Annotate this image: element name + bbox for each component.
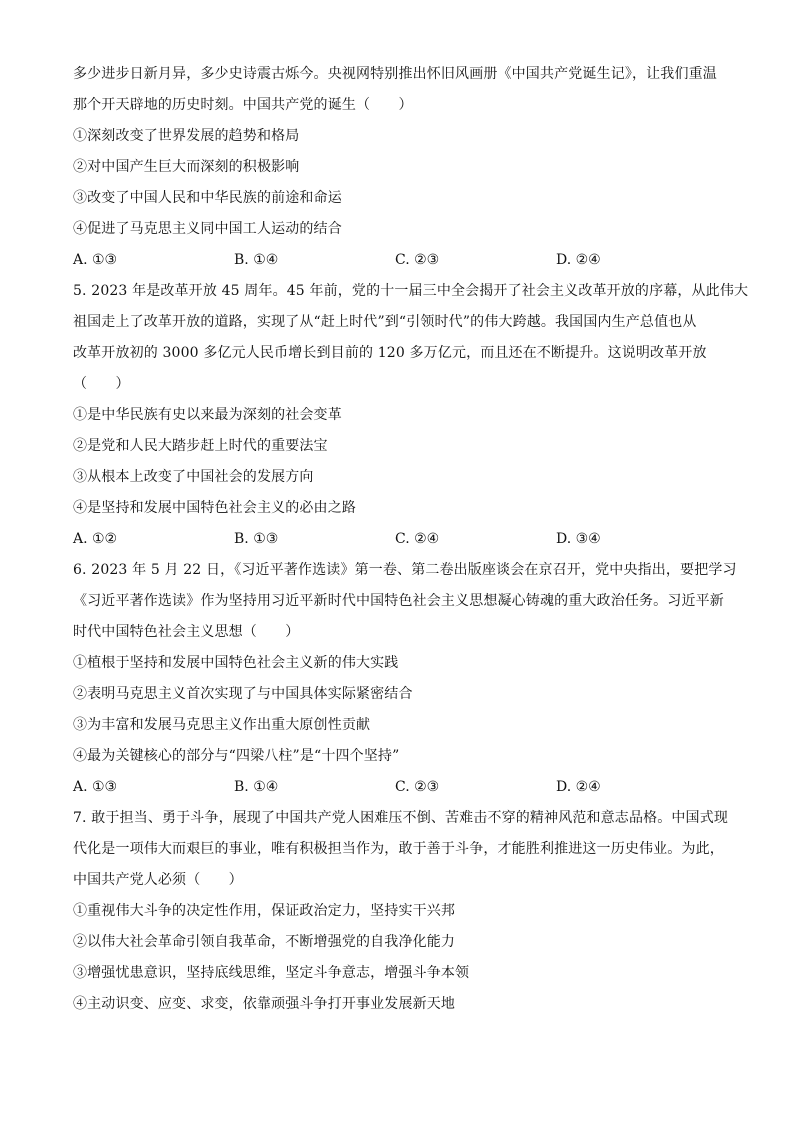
choice-c[interactable]: C. ②④ bbox=[395, 531, 440, 547]
choice-c[interactable]: C. ②③ bbox=[395, 779, 440, 795]
question-text-line: 改革开放初的 3000 多亿元人民币增长到目前的 120 多万亿元，而且还在不断提升。这说明改革开放 bbox=[73, 345, 707, 361]
question-text-line: 代化是一项伟大而艰巨的事业，唯有积极担当作为，敢于善于斗争，才能胜利推进这一历史伟业。为此， bbox=[73, 841, 724, 857]
question-text-line: 那个开天辟地的历史时刻。中国共产党的诞生（ ） bbox=[73, 97, 413, 113]
choice-d[interactable]: D. ③④ bbox=[556, 531, 601, 547]
option-statement: ②以伟大社会革命引领自我革命，不断增强党的自我净化能力 bbox=[73, 934, 456, 950]
option-statement: ③为丰富和发展马克思主义作出重大原创性贡献 bbox=[73, 717, 371, 733]
option-statement: ④主动识变、应变、求变，依靠顽强斗争打开事业发展新天地 bbox=[73, 996, 456, 1012]
option-statement: ①植根于坚持和发展中国特色社会主义新的伟大实践 bbox=[73, 655, 399, 671]
option-statement: ③增强忧患意识，坚持底线思维，坚定斗争意志，增强斗争本领 bbox=[73, 965, 470, 981]
question-text-line: 7. 敢于担当、勇于斗争，展现了中国共产党人困难压不倒、苦难击不穿的精神风范和意志品格。中国式现 bbox=[73, 810, 729, 826]
question-text-line: 5. 2023 年是改革开放 45 周年。45 年前，党的十一届三中全会揭开了社会主义改革开放的序幕，从此伟大 bbox=[73, 283, 749, 299]
question-text-line: （ ） bbox=[73, 376, 130, 392]
question-text-line: 多少进步日新月异，多少史诗震古烁今。央视网特别推出怀旧风画册《中国共产党诞生记》，让我们重温 bbox=[73, 66, 717, 82]
answer-choices bbox=[73, 777, 723, 797]
option-statement: ①深刻改变了世界发展的趋势和格局 bbox=[73, 128, 300, 144]
choice-b[interactable]: B. ①④ bbox=[234, 252, 279, 268]
option-statement: ④促进了马克思主义同中国工人运动的结合 bbox=[73, 221, 342, 237]
question-text-line: 6. 2023 年 5 月 22 日，《习近平著作选读》第一卷、第二卷出版座谈会在京召开，党中央指出，要把学习 bbox=[73, 562, 737, 578]
choice-d[interactable]: D. ②④ bbox=[556, 252, 601, 268]
option-statement: ①重视伟大斗争的决定性作用，保证政治定力，坚持实干兴邦 bbox=[73, 903, 456, 919]
answer-choices bbox=[73, 250, 723, 270]
option-statement: ②表明马克思主义首次实现了与中国具体实际紧密结合 bbox=[73, 686, 413, 702]
choice-d[interactable]: D. ②④ bbox=[556, 779, 601, 795]
choice-b[interactable]: B. ①④ bbox=[234, 779, 279, 795]
question-text-line: 祖国走上了改革开放的道路，实现了从“赶上时代”到“引领时代”的伟大跨越。我国国内生产总值也从 bbox=[73, 314, 697, 330]
answer-choices bbox=[73, 529, 723, 549]
option-statement: ①是中华民族有史以来最为深刻的社会变革 bbox=[73, 407, 342, 423]
choice-c[interactable]: C. ②③ bbox=[395, 252, 440, 268]
option-statement: ③从根本上改变了中国社会的发展方向 bbox=[73, 469, 314, 485]
question-text-line: 中国共产党人必须（ ） bbox=[73, 872, 243, 888]
option-statement: ②对中国产生巨大而深刻的积极影响 bbox=[73, 159, 300, 175]
choice-a[interactable]: A. ①② bbox=[73, 531, 118, 547]
option-statement: ④是坚持和发展中国特色社会主义的必由之路 bbox=[73, 500, 356, 516]
question-text-line: 《习近平著作选读》作为坚持用习近平新时代中国特色社会主义思想凝心铸魂的重大政治任务。习近平新 bbox=[73, 593, 724, 609]
choice-a[interactable]: A. ①③ bbox=[73, 779, 118, 795]
option-statement: ②是党和人民大踏步赶上时代的重要法宝 bbox=[73, 438, 328, 454]
choice-b[interactable]: B. ①③ bbox=[234, 531, 279, 547]
choice-a[interactable]: A. ①③ bbox=[73, 252, 118, 268]
option-statement: ③改变了中国人民和中华民族的前途和命运 bbox=[73, 190, 342, 206]
option-statement: ④最为关键核心的部分与“四梁八柱”是“十四个坚持” bbox=[73, 748, 400, 764]
question-text-line: 时代中国特色社会主义思想（ ） bbox=[73, 624, 300, 640]
question-content bbox=[73, 64, 749, 1014]
